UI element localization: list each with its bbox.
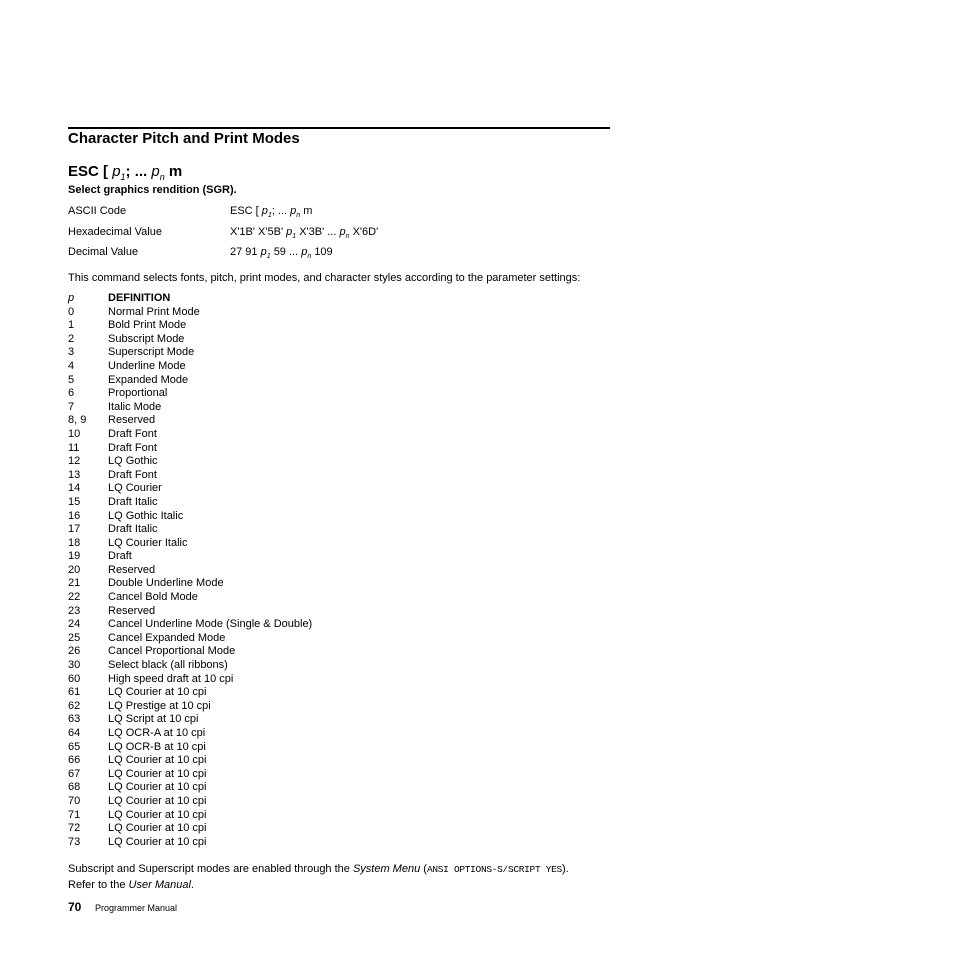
param-value: 62 — [68, 699, 81, 712]
param-value: 6 — [68, 387, 75, 400]
param-definition: LQ Courier at 10 cpi — [108, 754, 207, 767]
code-value: 27 91 $p_1$ 59 ... $p_n$ 109 — [230, 246, 333, 261]
param-value: 67 — [68, 767, 81, 780]
param-definition: High speed draft at 10 cpi — [108, 672, 234, 685]
command-suffix: m — [168, 163, 183, 180]
param-value: 25 — [68, 631, 81, 644]
param-definition: Bold Print Mode — [108, 319, 187, 332]
param-definition: Italic Mode — [108, 400, 162, 413]
param-definition: Draft Font — [108, 468, 157, 481]
param-value: 13 — [68, 468, 81, 481]
param-value: 65 — [68, 740, 81, 753]
command-mid: ; ... — [125, 163, 148, 180]
param-definition: LQ Courier at 10 cpi — [108, 686, 207, 699]
param-value: 15 — [68, 495, 81, 508]
param-value: 60 — [68, 672, 81, 685]
param-value: 64 — [68, 727, 81, 739]
user-manual-ref: User Manual — [128, 878, 191, 891]
param-definition: Draft Font — [108, 427, 157, 440]
param-value: 7 — [68, 400, 75, 413]
param-definition: Double Underline Mode — [108, 577, 224, 590]
param-value: 2 — [68, 332, 75, 345]
code-label: ASCII Code — [68, 205, 127, 217]
param-definition: Proportional — [108, 387, 168, 400]
param-value: 11 — [68, 441, 80, 454]
header-p: p — [68, 292, 75, 304]
code-value: ESC [ $p_1$; ... $p_n$ m — [230, 205, 313, 220]
param-value: 4 — [68, 359, 75, 372]
param-value: 63 — [68, 713, 81, 726]
param-definition: Superscript Mode — [108, 346, 195, 359]
page-number: 70 — [68, 900, 82, 914]
param-value: 1 — [68, 319, 75, 332]
note-paragraph: Subscript and Superscript modes are enabled through the System Menu (ANSI OPTIONS-S/SCRIPT YES). Refer to the User Manual. — [68, 863, 569, 891]
param-value: 61 — [68, 686, 81, 699]
param-value: 66 — [68, 754, 81, 767]
param-definition: Normal Print Mode — [108, 305, 200, 318]
param-definition: LQ Courier at 10 cpi — [108, 794, 207, 807]
param-definition: LQ Courier Italic — [108, 536, 188, 549]
command-param-n: p — [151, 163, 160, 180]
param-value: 3 — [68, 346, 75, 359]
param-value: 72 — [68, 822, 81, 835]
param-value: 24 — [68, 618, 81, 631]
param-definition: LQ OCR-A at 10 cpi — [108, 727, 206, 739]
param-value: 26 — [68, 645, 81, 658]
system-menu-ref: System Menu — [352, 863, 421, 875]
param-value: 73 — [68, 835, 81, 848]
code-value: X'1B' X'5B' $p_1$ X'3B' ... $p_n$ X'6D' — [230, 226, 379, 241]
param-value: 0 — [68, 305, 75, 318]
param-definition: LQ Prestige at 10 cpi — [108, 699, 211, 712]
param-value: 71 — [68, 808, 81, 821]
param-value: 19 — [68, 550, 81, 563]
param-definition: Underline Mode — [108, 359, 186, 372]
param-value: 14 — [68, 482, 81, 495]
param-value: 23 — [68, 604, 81, 617]
param-value: 30 — [68, 659, 81, 672]
param-definition: Draft Font — [108, 441, 157, 454]
command-param: p — [112, 163, 121, 180]
code-label: Hexadecimal Value — [68, 226, 162, 238]
param-definition: Reserved — [108, 604, 156, 617]
header-definition: DEFINITION — [108, 292, 171, 304]
param-definition: LQ Courier at 10 cpi — [108, 822, 207, 835]
command-subtitle: Select graphics rendition (SGR). — [68, 184, 237, 196]
command-subn: n — [159, 172, 165, 182]
param-definition: Draft Italic — [108, 523, 158, 536]
section-title: Character Pitch and Print Modes — [68, 130, 300, 147]
param-value: 17 — [68, 523, 81, 536]
param-definition: LQ Gothic Italic — [108, 509, 184, 522]
param-definition: LQ Courier at 10 cpi — [108, 808, 207, 821]
param-definition: Select black (all ribbons) — [108, 659, 228, 672]
param-value: 70 — [68, 794, 81, 807]
param-value: 8, 9 — [68, 414, 87, 427]
param-definition: Reserved — [108, 563, 156, 576]
param-definition: Subscript Mode — [108, 332, 185, 345]
param-definition: Draft Italic — [108, 495, 158, 508]
param-definition: LQ Courier at 10 cpi — [108, 781, 207, 794]
param-value: 18 — [68, 536, 81, 549]
param-value: 16 — [68, 509, 81, 522]
param-definition: LQ Courier — [108, 482, 162, 495]
param-definition: LQ Courier at 10 cpi — [108, 767, 207, 780]
param-value: 68 — [68, 781, 81, 794]
param-value: 12 — [68, 455, 81, 468]
command-sub1: 1 — [120, 172, 126, 182]
param-value: 21 — [68, 577, 81, 590]
param-definition: LQ Script at 10 cpi — [108, 713, 199, 726]
param-definition: LQ Courier at 10 cpi — [108, 835, 207, 848]
menu-option-code: ANSI OPTIONS-S/SCRIPT YES — [426, 864, 562, 875]
command-heading — [68, 163, 182, 182]
param-definition: Cancel Proportional Mode — [108, 645, 236, 658]
code-label: Decimal Value — [68, 246, 139, 258]
param-definition: Draft — [108, 550, 132, 563]
param-definition: Cancel Bold Mode — [108, 591, 198, 604]
footer-title: Programmer Manual — [95, 903, 178, 913]
param-value: 5 — [68, 373, 75, 386]
header-rule — [68, 127, 610, 129]
param-value: 20 — [68, 563, 81, 576]
command-prefix: ESC [ — [68, 163, 109, 180]
param-value: 22 — [68, 591, 81, 604]
param-definition: Expanded Mode — [108, 373, 189, 386]
param-definition: Reserved — [108, 414, 156, 427]
param-definition: LQ Gothic — [108, 455, 158, 468]
param-definition: Cancel Underline Mode (Single & Double) — [108, 618, 313, 631]
param-definition: LQ OCR-B at 10 cpi — [108, 740, 206, 753]
param-value: 10 — [68, 427, 81, 440]
param-definition: Cancel Expanded Mode — [108, 631, 226, 644]
intro-paragraph: This command selects fonts, pitch, print modes, and character styles according to the parameter settings: — [68, 272, 581, 284]
